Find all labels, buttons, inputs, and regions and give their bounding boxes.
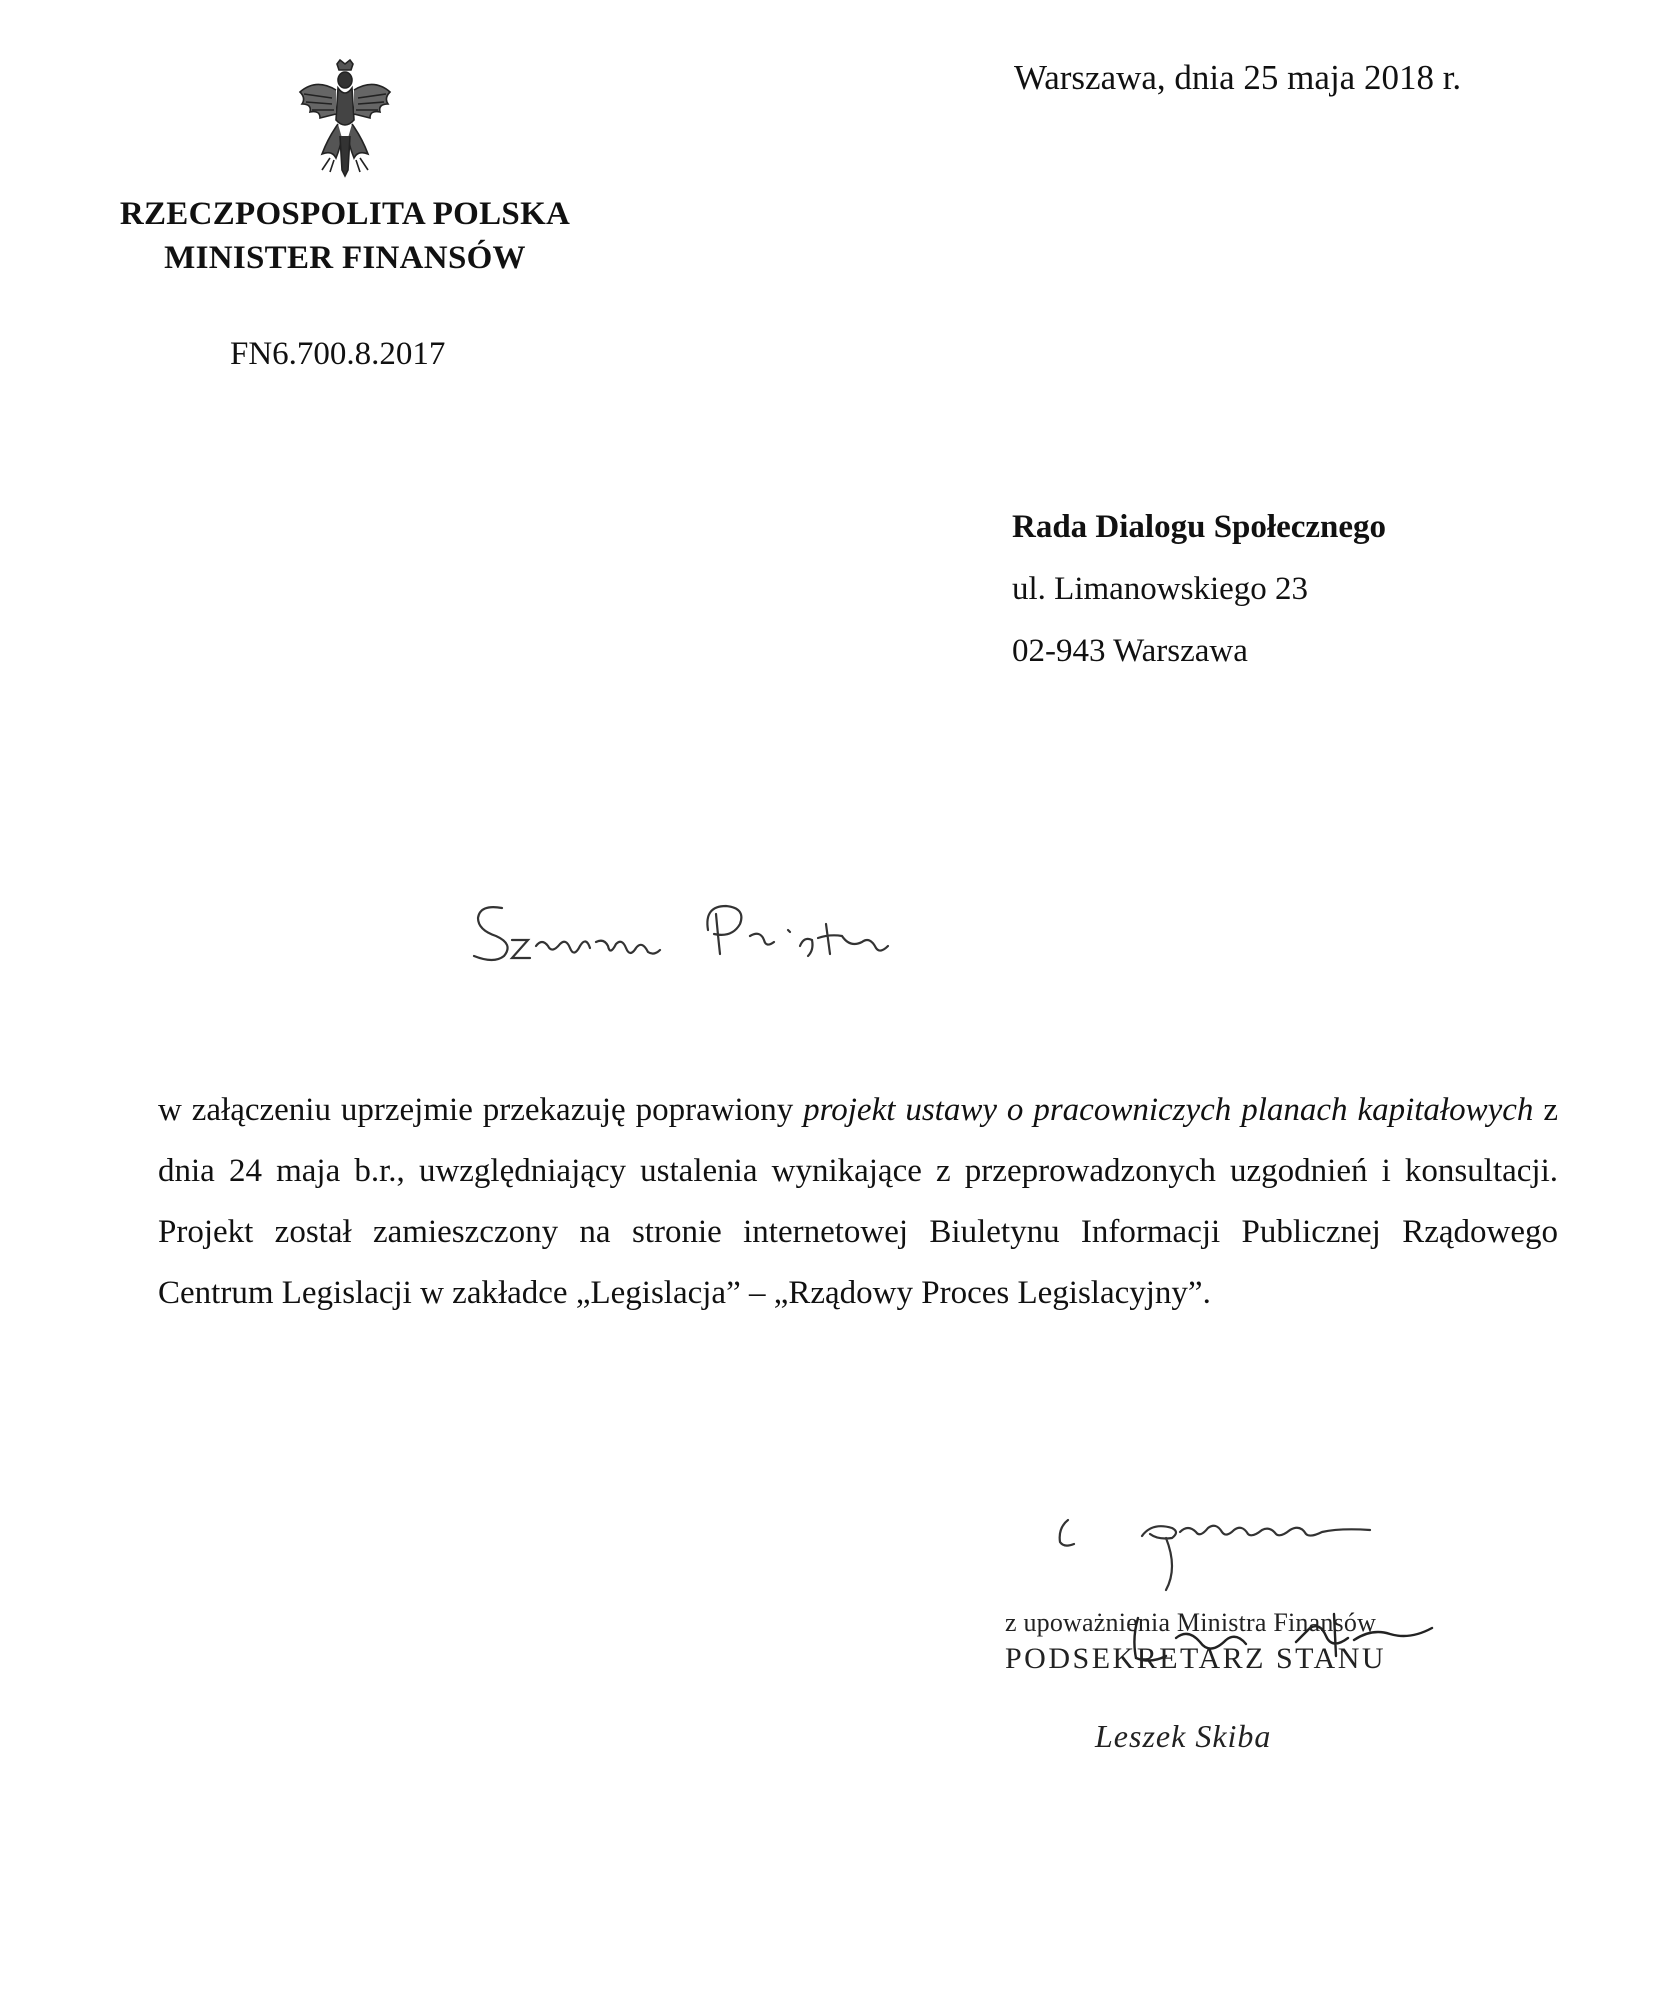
stamp-authorization: z upoważnienia Ministra Finansów	[1005, 1608, 1377, 1637]
stamp-signatory: Leszek Skiba	[1095, 1718, 1272, 1754]
reference-number: FN6.700.8.2017	[230, 336, 446, 372]
letter-body	[158, 1080, 1558, 1324]
body-text-part1: w załączeniu uprzejmie przekazuję poprawiony	[158, 1092, 804, 1128]
handwritten-closing	[1040, 1508, 1440, 1598]
body-text-part2: z dnia 24 maja b.r., uwzględniający ustalenia wynikające z przeprowadzonych uzgodnień i konsultacji. Projekt został zamieszczony na stronie internetowej Biuletynu Informacji Publicznej Rządowego Centrum Legislacji w zakładce „Legislacja” – „Rządowy Proces Legislacyjny”.	[158, 1092, 1558, 1311]
bill-title: projekt ustawy o pracowniczych planach kapitałowych	[803, 1092, 1534, 1128]
office-name: MINISTER FINANSÓW	[164, 240, 526, 276]
letter-date: Warszawa, dnia 25 maja 2018 r.	[1014, 58, 1462, 97]
handwritten-signature	[1110, 1598, 1440, 1678]
stamp-position: PODSEKRETARZ STANU	[1005, 1642, 1387, 1675]
country-name: RZECZPOSPOLITA POLSKA	[119, 196, 571, 232]
recipient-street: ul. Limanowskiego 23	[1012, 571, 1309, 607]
handwritten-salutation	[470, 896, 1030, 986]
recipient-block	[1012, 496, 1386, 682]
recipient-city: 02-943 Warszawa	[1012, 633, 1248, 669]
letterhead	[60, 192, 630, 280]
polish-eagle-icon	[292, 58, 398, 178]
recipient-name: Rada Dialogu Społecznego	[1012, 509, 1387, 545]
